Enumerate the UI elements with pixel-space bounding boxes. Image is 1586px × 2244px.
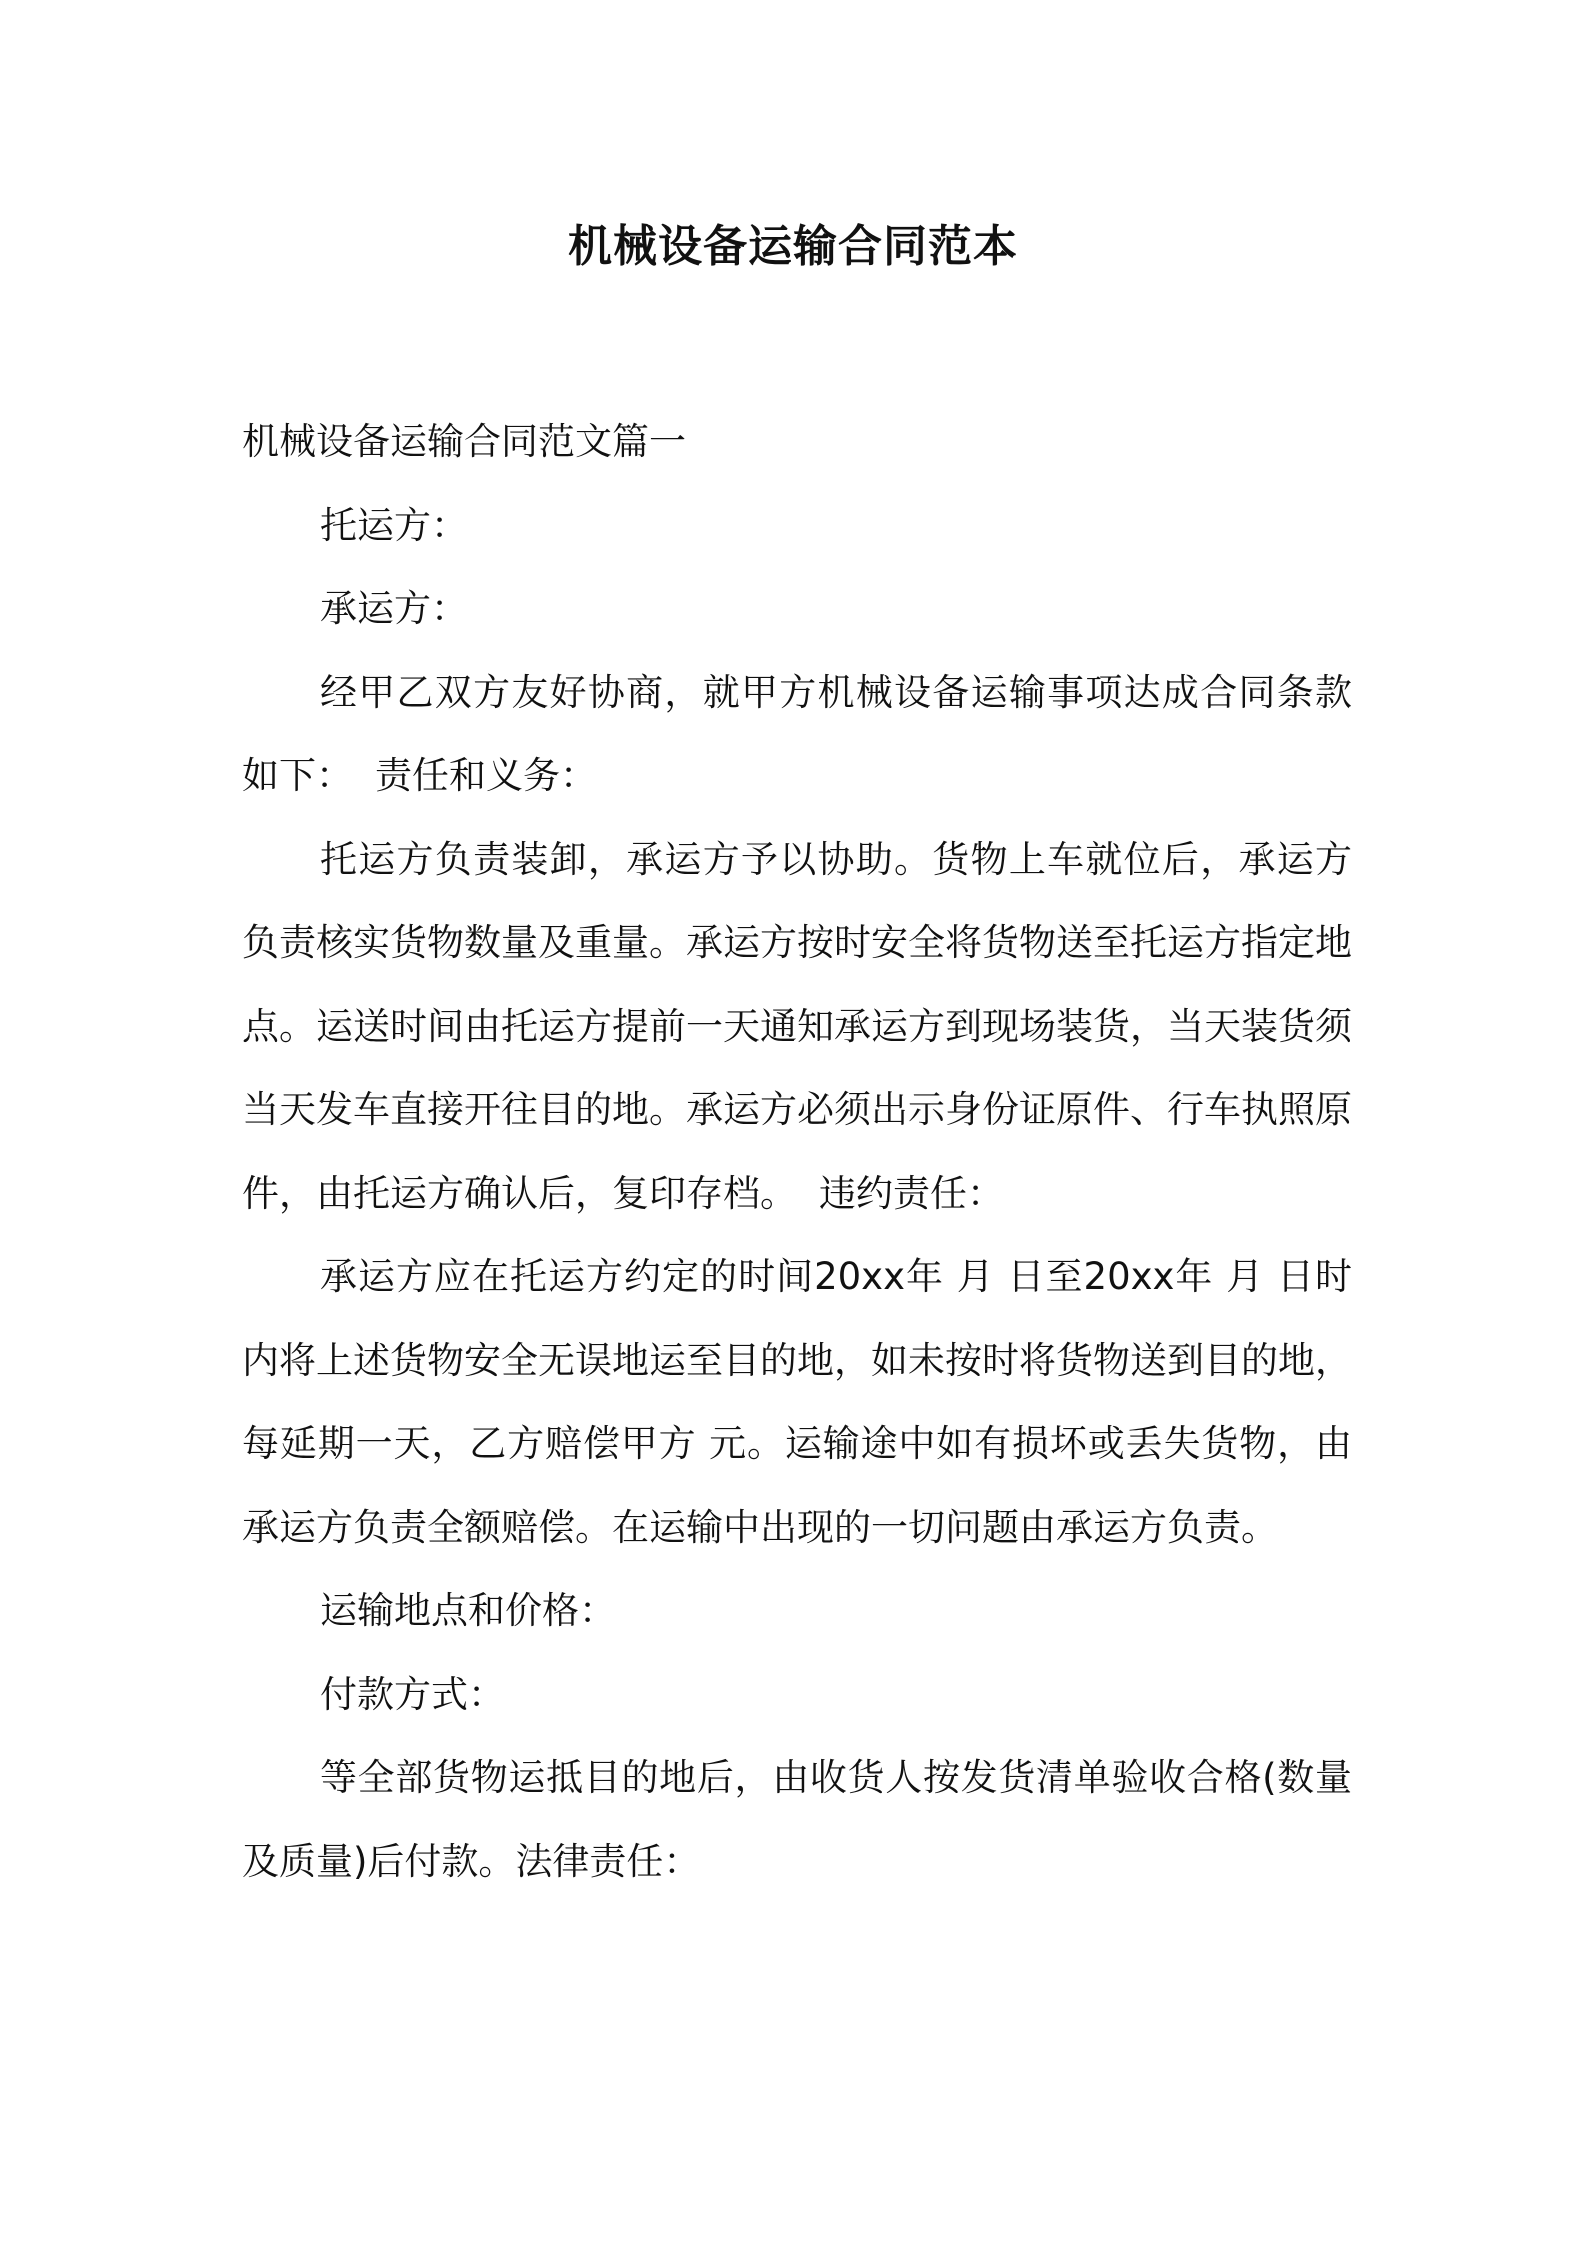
carrier-label: 承运方： (320, 587, 468, 630)
section-heading: 机械设备运输合同范文篇一 (242, 420, 686, 463)
breach-heading: 违约责任： (819, 1171, 1004, 1215)
payment-text: 等全部货物运抵目的地后，由收货人按发货清单验收合格(数量及质量)后付款。 (242, 1756, 1352, 1883)
duties-text: 托运方负责装卸，承运方予以协助。货物上车就位后，承运方负责核实货物数量及重量。承运方按时安全将货物送至托运方指定地点。运送时间由托运方提前一天通知承运方到现场装货，当天装货须当天发车直接开往目的地。承运方必须出示身份证原件、行车执照原件，由托运方确认后，复印存档。 (242, 837, 1352, 1215)
shipper-label: 托运方： (320, 503, 468, 547)
intro-paragraph (242, 651, 1352, 818)
payment-label: 付款方式： (320, 1672, 505, 1716)
payment-paragraph (242, 1736, 1352, 1903)
location-price-label: 运输地点和价格： (320, 1589, 616, 1632)
document-body (242, 400, 1352, 1903)
document-title: 机械设备运输合同范本 (568, 221, 1018, 272)
legal-heading: 法律责任： (515, 1839, 701, 1883)
intro-text: 经甲乙双方友好协商，就甲方机械设备运输事项达成合同条款如下： (242, 670, 1352, 797)
duties-paragraph (242, 818, 1352, 1236)
responsibility-heading: 责任和义务： (375, 754, 597, 797)
breach-paragraph: 承运方应在托运方约定的时间20xx年 月 日至20xx年 月 日时内将上述货物安全无误地运至目的地，如未按时将货物送到目的地，每延期一天，乙方赔偿甲方 元。运输途中如有损坏或丢失货物，由承运方负责全额赔偿。在运输中出现的一切问题由承运方负责。 (242, 1255, 1352, 1549)
